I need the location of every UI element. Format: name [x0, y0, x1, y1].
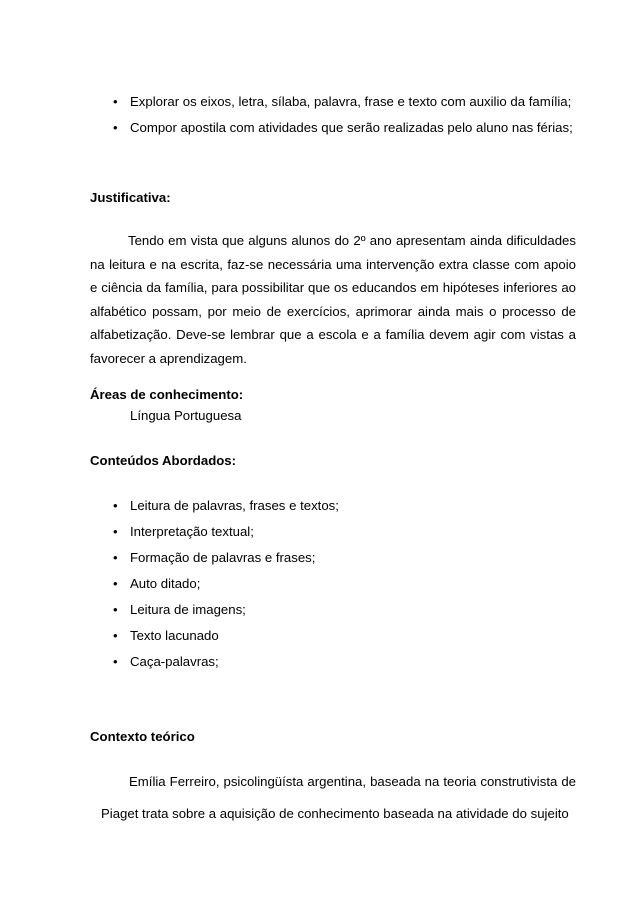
bullet-icon: •: [113, 498, 118, 513]
list-item: [0, 649, 638, 675]
list-item: [0, 115, 638, 141]
list-item: [0, 89, 638, 115]
contexto-text: Emília Ferreiro, psicolingüísta argentina, baseada na teoria construtivista de Piaget trata sobre a aquisição de conhecimento baseada na atividade do sujeito: [101, 774, 576, 821]
bullet-icon: •: [113, 550, 118, 565]
conteudo-text: Leitura de palavras, frases e textos;: [130, 498, 339, 513]
conteudo-text: Formação de palavras e frases;: [130, 550, 316, 565]
list-item: [0, 597, 638, 623]
conteudo-text: Caça-palavras;: [130, 654, 219, 669]
objective-text: Compor apostila com atividades que serão realizadas pelo aluno nas férias;: [130, 120, 573, 135]
contexto-heading: Contexto teórico: [90, 729, 195, 744]
objectives-list: [0, 89, 638, 141]
areas-item: Língua Portuguesa: [130, 408, 242, 423]
areas-heading: Áreas de conhecimento:: [90, 387, 244, 402]
bullet-icon: •: [113, 654, 118, 669]
justificativa-paragraph: [90, 229, 576, 371]
conteudos-heading: Conteúdos Abordados:: [90, 453, 237, 468]
bullet-icon: •: [113, 94, 118, 109]
list-item: [0, 493, 638, 519]
bullet-icon: •: [113, 576, 118, 591]
justificativa-heading: Justificativa:: [90, 190, 171, 205]
contexto-paragraph: [101, 766, 576, 830]
list-item: [0, 623, 638, 649]
bullet-icon: •: [113, 602, 118, 617]
justificativa-text: Tendo em vista que alguns alunos do 2º ano apresentam ainda dificuldades na leitura e na escrita, faz-se necessária uma intervenção extra classe com apoio e ciência da família, para possibilitar que os educandos em hipóteses inferiores ao alfabético possam, por meio de exercícios, aprimorar ainda mais o processo de alfabetização. Deve-se lembrar que a escola e a família devem agir com vistas a favorecer a aprendizagem.: [90, 233, 576, 366]
list-item: [0, 571, 638, 597]
conteudo-text: Auto ditado;: [130, 576, 201, 591]
conteudo-text: Texto lacunado: [130, 628, 219, 643]
bullet-icon: •: [113, 628, 118, 643]
bullet-icon: •: [113, 120, 118, 135]
conteudo-text: Interpretação textual;: [130, 524, 254, 539]
bullet-icon: •: [113, 524, 118, 539]
list-item: [0, 519, 638, 545]
objective-text: Explorar os eixos, letra, sílaba, palavra, frase e texto com auxilio da família;: [130, 94, 572, 109]
conteudos-list: [0, 493, 638, 675]
conteudo-text: Leitura de imagens;: [130, 602, 246, 617]
list-item: [0, 545, 638, 571]
